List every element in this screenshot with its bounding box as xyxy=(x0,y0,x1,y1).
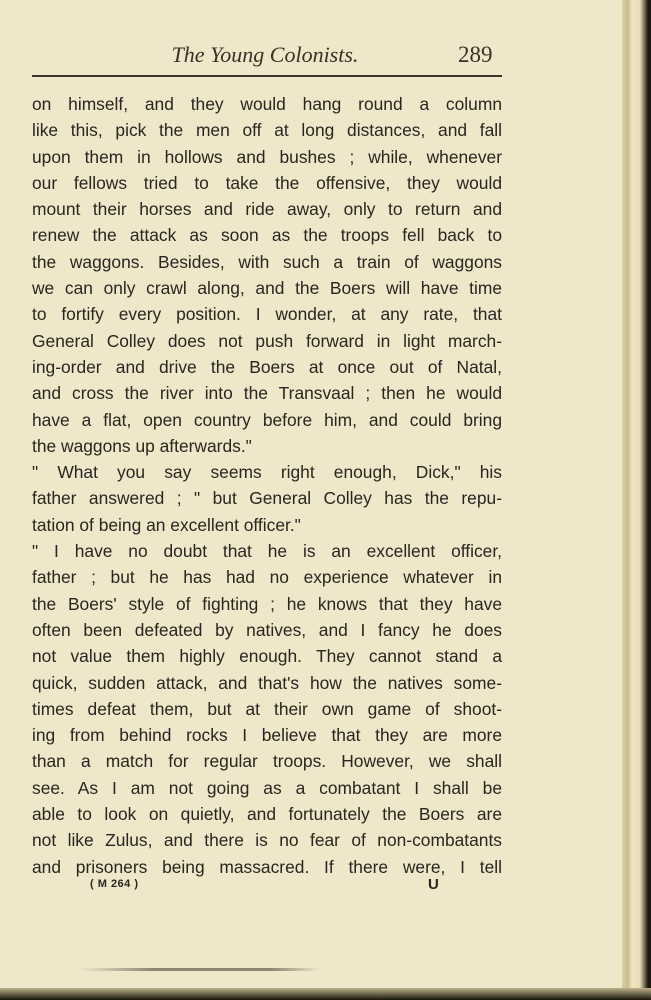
text-line: our fellows tried to take the offensive, they would xyxy=(32,172,502,193)
text-line: General Colley does not push forward in light march- xyxy=(32,330,502,351)
text-line: father answered ; " but General Colley has the repu- xyxy=(32,488,502,509)
text-line: have a flat, open country before him, and could bring xyxy=(32,409,502,430)
text-line: father ; but he has had no experience whatever in xyxy=(32,567,502,588)
header-rule xyxy=(32,75,502,77)
ink-smudge xyxy=(80,968,320,971)
page-footer xyxy=(0,874,622,898)
text-line: mount their horses and ride away, only to return and xyxy=(32,199,502,220)
text-line: ing from behind rocks I believe that they are more xyxy=(32,725,502,746)
text-line: renew the attack as soon as the troops fell back to xyxy=(32,225,502,246)
text-line: see. As I am not going as a combatant I shall be xyxy=(32,777,502,798)
text-line: " What you say seems right enough, Dick," his xyxy=(32,462,502,483)
text-line: the Boers' style of fighting ; he knows that they have xyxy=(32,593,502,614)
text-line: we can only crawl along, and the Boers will have time xyxy=(32,278,502,299)
text-line: times defeat them, but at their own game of shoot- xyxy=(32,698,502,719)
text-line: the waggons. Besides, with such a train of waggons xyxy=(32,251,502,272)
text-line: and prisoners being massacred. If there were, I tell xyxy=(32,856,502,877)
text-line: able to look on quietly, and fortunately the Boers are xyxy=(32,804,502,825)
text-line: ing-order and drive the Boers at once out of Natal, xyxy=(32,356,502,377)
gathering-letter: U xyxy=(428,876,439,893)
text-line: tation of being an excellent officer." xyxy=(32,514,301,535)
body-text xyxy=(32,91,502,880)
text-line: " I have no doubt that he is an excellent officer, xyxy=(32,541,502,562)
running-head xyxy=(0,36,622,76)
page-edge xyxy=(622,0,651,1000)
text-line: than a match for regular troops. However, we shall xyxy=(32,751,502,772)
page-number: 289 xyxy=(458,42,493,67)
text-line: to fortify every position. I wonder, at any rate, that xyxy=(32,304,502,325)
text-line: not value them highly enough. They cannot stand a xyxy=(32,646,502,667)
page-bottom-shadow xyxy=(0,988,651,1000)
text-line: upon them in hollows and bushes ; while, whenever xyxy=(32,146,502,167)
text-line: the waggons up afterwards." xyxy=(32,435,252,456)
text-line: often been defeated by natives, and I fancy he does xyxy=(32,619,502,640)
text-line: and cross the river into the Transvaal ; then he would xyxy=(32,383,502,404)
running-title: The Young Colonists. xyxy=(171,42,359,67)
text-line: on himself, and they would hang round a column xyxy=(32,94,502,114)
text-line: like this, pick the men off at long distances, and fall xyxy=(32,120,502,141)
signature-mark: ( M 264 ) xyxy=(90,878,139,890)
text-line: quick, sudden attack, and that's how the natives some- xyxy=(32,672,502,693)
text-line: not like Zulus, and there is no fear of non-combatants xyxy=(32,830,502,851)
